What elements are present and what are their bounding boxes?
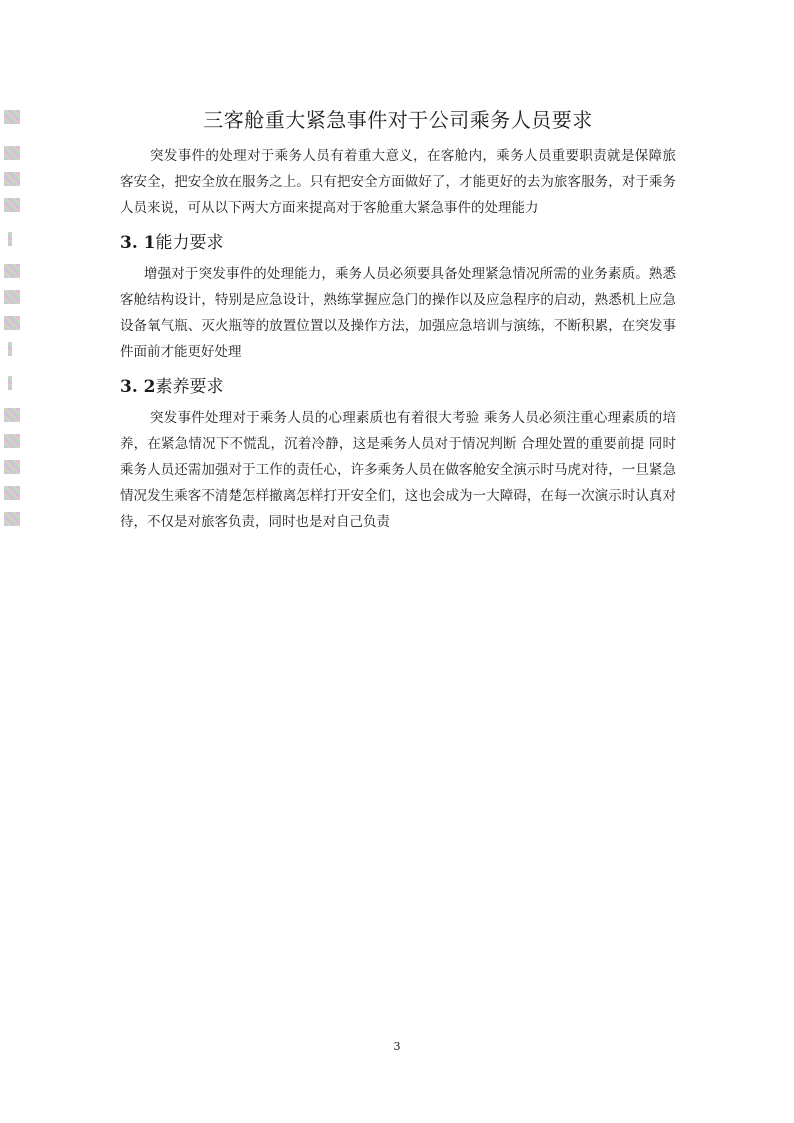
margin-artifact [8, 376, 12, 390]
margin-artifact [4, 408, 20, 422]
section-paragraph-quality: 突发事件处理对于乘务人员的心理素质也有着很大考验 乘务人员必须注重心理素质的培养，在紧急情况下不慌乱，沉着冷静，这是乘务人员对于情况判断 合理处置的重要前提 同时乘务人员还需加强对于工作的责任心，许多乘务人员在做客舱安全演示时马虎对待，一旦紧急情况发生乘客不清楚怎样撤离怎样打开安全们，这也会成为一大障碍，在每一次演示时认真对待，不仅是对旅客负责，同时也是对自己负责 [120, 410, 676, 530]
page-title: 三客舱重大紧急事件对于公司乘务人员要求 [203, 108, 593, 132]
margin-artifact [4, 316, 20, 330]
margin-artifact [4, 290, 20, 304]
intro-paragraph: 突发事件的处理对于乘务人员有着重大意义，在客舱内，乘务人员重要职责就是保障旅客安全，把安全放在服务之上。只有把安全方面做好了，才能更好的去为旅客服务，对于乘务人员来说，可从以下两大方面来提高对于客舱重大紧急事件的处理能力 [120, 148, 676, 216]
margin-artifact [4, 264, 20, 278]
margin-artifact [4, 460, 20, 474]
section-heading-ability [120, 229, 676, 257]
section-number: 3. 1 [120, 233, 156, 253]
margin-artifact [4, 110, 20, 124]
margin-artifact [4, 172, 20, 186]
margin-artifact [4, 512, 20, 526]
margin-artifact [4, 434, 20, 448]
margin-artifact [8, 342, 12, 356]
margin-artifact [8, 232, 12, 246]
margin-artifact [4, 198, 20, 212]
section-title: 能力要求 [155, 233, 224, 253]
section-heading-quality [120, 373, 676, 401]
section-title: 素养要求 [155, 377, 224, 397]
section-number: 3. 2 [120, 377, 156, 397]
margin-artifact [4, 146, 20, 160]
document-body [120, 104, 676, 535]
margin-artifact-strip [4, 0, 22, 1123]
page-number: 3 [393, 1040, 401, 1053]
section-paragraph-ability: 增强对于突发事件的处理能力，乘务人员必须要具备处理紧急情况所需的业务素质。熟悉客舱结构设计，特别是应急设计，熟练掌握应急门的操作以及应急程序的启动，熟悉机上应急设备氧气瓶、灭火瓶等的放置位置以及操作方法，加强应急培训与演练，不断积累，在突发事件面前才能更好处理 [120, 266, 676, 360]
margin-artifact [4, 486, 20, 500]
